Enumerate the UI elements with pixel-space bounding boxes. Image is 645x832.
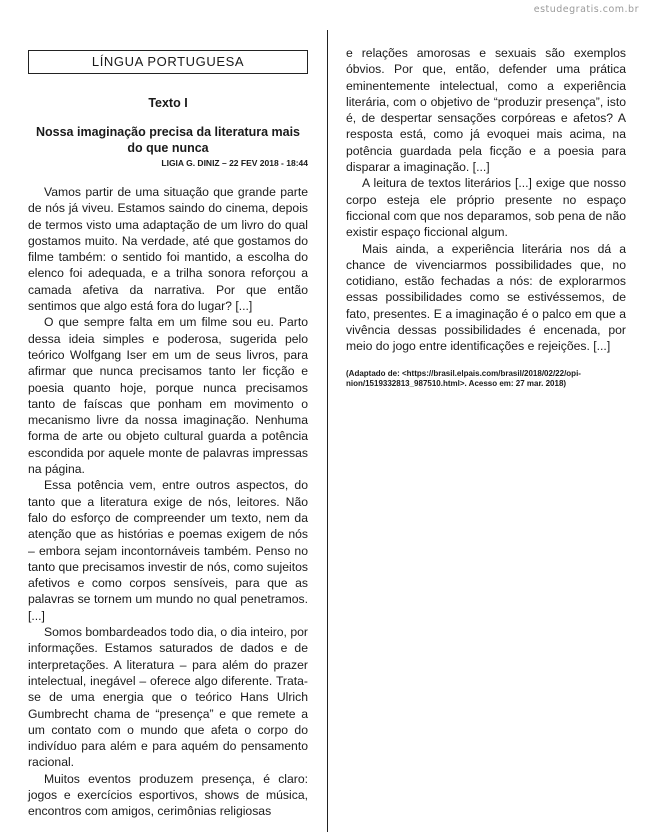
paragraph-1: Vamos partir de uma situação que grande parte de nós já viveu. Estamos saindo do cinema, depois de termos visto uma adaptação de um livro do qual gostamos muito. Na verdade, até que gostamos do filme também: o sentido foi mantido, a escolha do elenco foi adequada, e a trilha sonora reforçou a camada afetiva da narrativa. Por que então sentimos que algo está fora do lugar? [...]: [28, 185, 308, 314]
paragraph-3: Essa potência vem, entre outros aspectos, do tanto que a literatura exige de nós, leitores. Não falo do esforço de compreender um texto, nem da atenção que as histórias e poemas exigem de nós – embora sejam incontornáveis também. Penso no tanto que precisamos investir de nós, como sujeitos afetivos e como corpos sensíveis, para que as palavras se tornem um mundo no qual penetramos. [...]: [28, 478, 308, 623]
paragraph-5-start: Muitos eventos produzem presença, é claro: jogos e exercícios esportivos, shows de música, encontros com amigos, cerimônias religiosas: [28, 771, 308, 819]
paragraph-6: A leitura de textos literários [...] exige que nosso corpo esteja ele próprio presente no espaço ficcional com que nos deparamos, sob pena de não existir espaço ficcional algum.: [346, 176, 626, 240]
paragraph-5-end: e relações amorosas e sexuais são exemplos óbvios. Por que, então, defender uma prática eminentemente intelectual, como a experiência literária, com o objetivo de “produzir presença”, isto é, de despertar sensações corpóreas e afetos? A resposta está, como já evoquei mais acima, na potência guardada pela ficção e a poesia para disparar a imaginação. [...]: [346, 46, 626, 175]
column-divider: [327, 30, 328, 832]
paragraph-7: Mais ainda, a experiência literária nos dá a chance de vivenciarmos possibilidades que, no cotidiano, estão fechadas a nós: de explorarmos essas possibilidades como se estivéssemos, de fato, presentes. E a imaginação é o palco em que a vivência dessas possibilidades é encenada, por meio do jogo entre identificações e rejeições. [...]: [346, 241, 626, 354]
paragraph-2: O que sempre falta em um filme sou eu. Parto dessa ideia simples e poderosa, sugerida pelo teórico Wolfgang Iser em um de seus livros, para afirmar que nunca precisamos tanto ler ficção e poesia quanto hoje, porque nunca precisamos tanto de faíscas que ponham em movimento o mecanismo livre da nossa imaginação. Nenhuma forma de arte ou objeto cultural guarda a potência escondida por aquele monte de palavras impressas na página.: [28, 315, 308, 477]
article-byline: LIGIA G. DINIZ – 22 FEV 2018 - 18:44: [161, 158, 308, 168]
right-column: [346, 45, 626, 389]
site-watermark: estudegratis.com.br: [533, 4, 639, 15]
text-label: Texto I: [148, 96, 188, 110]
section-header: LÍNGUA PORTUGUESA: [28, 50, 308, 74]
paragraph-4: Somos bombardeados todo dia, o dia inteiro, por informações. Estamos saturados de dados e de interpretações. A literatura – para além do prazer intelectual, inegável – oferece algo diferente. Trata-se de uma energia que o teórico Hans Ulrich Gumbrecht chama de “presença” e que remete a um contato com o mundo que afeta o corpo do indivíduo para além e para aquém do pensamento racional.: [28, 625, 308, 770]
source-citation: (Adaptado de: <https://brasil.elpais.com/brasil/2018/02/22/opi-nion/1519332813_987510.html>. Acesso em: 27 mar. 2018): [346, 368, 581, 388]
article-title: Nossa imaginação precisa da literatura mais do que nunca: [35, 125, 300, 155]
left-column: [28, 50, 308, 820]
